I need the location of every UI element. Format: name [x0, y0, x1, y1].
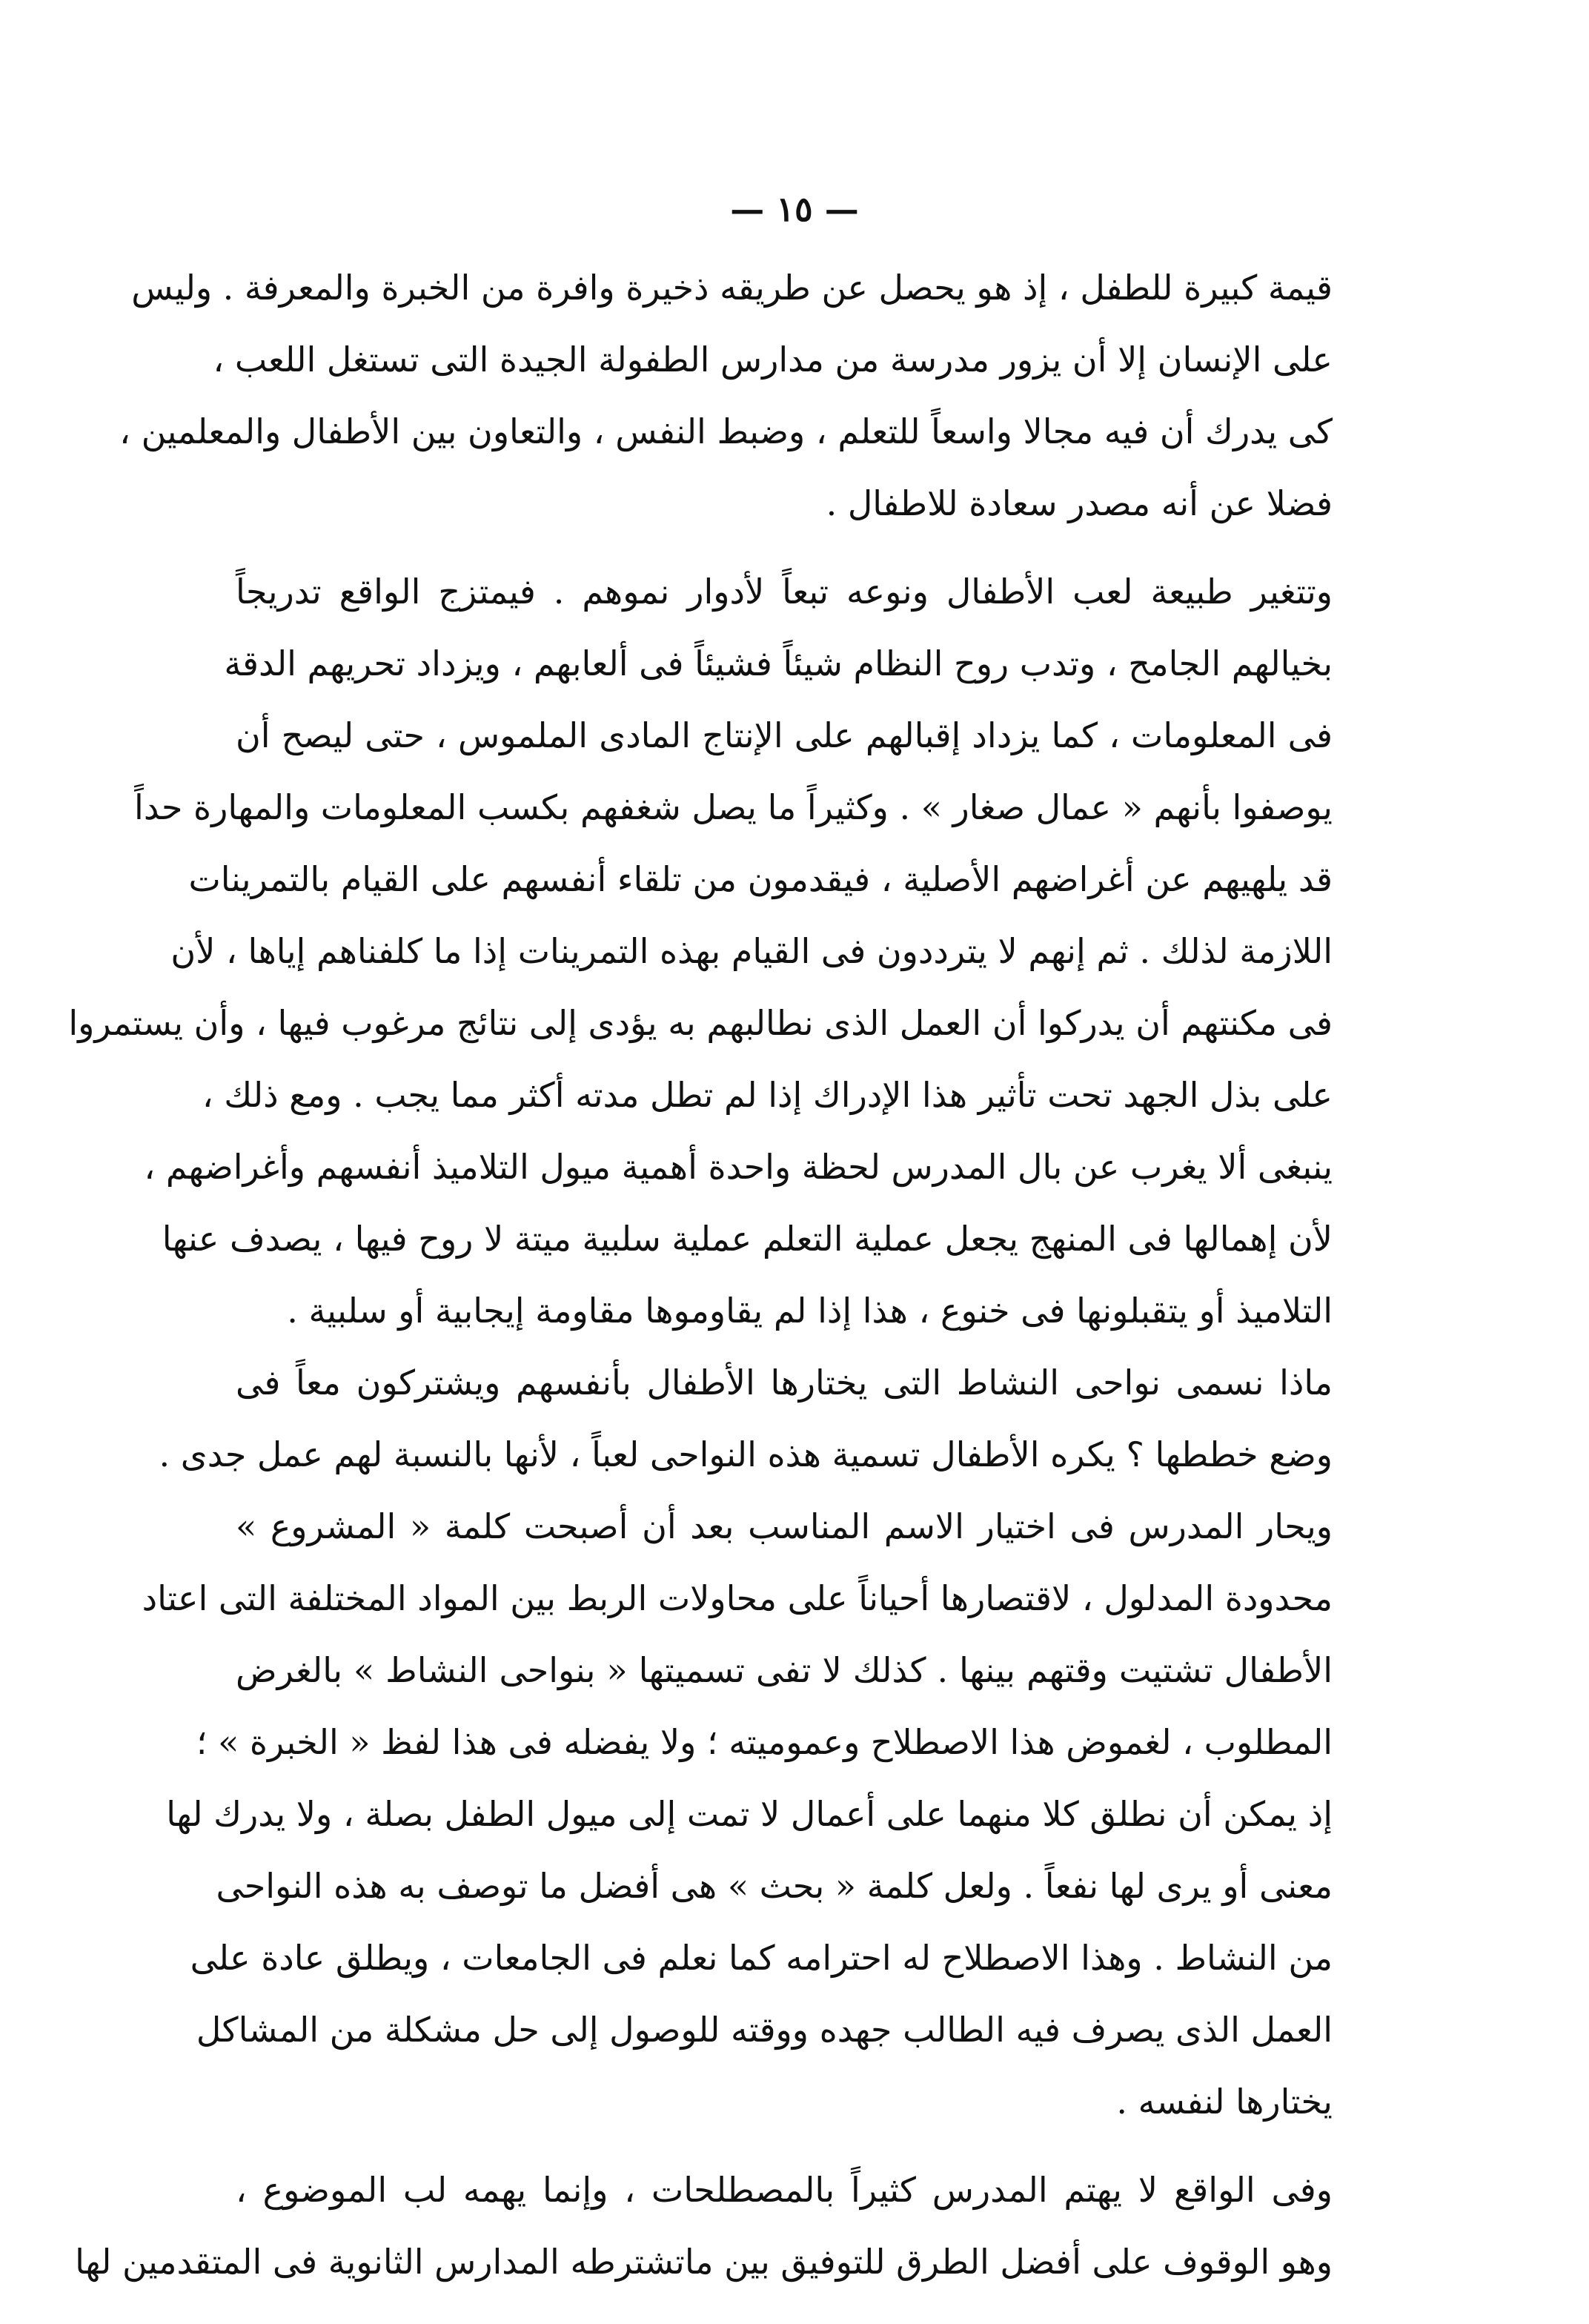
- text-line: من النشاط . وهذا الاصطلاح له احترامه كما نعلم فى الجامعات ، ويطلق عادة على: [190, 1938, 1333, 1978]
- text-line: فى المعلومات ، كما يزداد إقبالهم على الإنتاج المادى الملموس ، حتى ليصح أن: [236, 715, 1333, 755]
- text-line: معنى أو يرى لها نفعاً . ولعل كلمة « بحث » هى أفضل ما توصف به هذه النواحى: [216, 1866, 1333, 1906]
- text-line: ينبغى ألا يغرب عن بال المدرس لحظة واحدة أهمية ميول التلاميذ أنفسهم وأغراضهم ،: [144, 1147, 1333, 1187]
- text-line: فى مكنتهم أن يدركوا أن العمل الذى نطالبهم به يؤدى إلى نتائج مرغوب فيها ، وأن يستمروا: [68, 1003, 1333, 1043]
- text-line: كى يدرك أن فيه مجالا واسعاً للتعلم ، وضبط النفس ، والتعاون بين الأطفال والمعلمين ،: [119, 411, 1333, 451]
- text-line: وضع خططها ؟ يكره الأطفال تسمية هذه النواحى لعباً ، لأنها بالنسبة لهم عمل جدى .: [159, 1434, 1333, 1474]
- text-line: بخيالهم الجامح ، وتدب روح النظام شيئاً فشيئاً فى ألعابهم ، ويزداد تحريهم الدقة: [224, 643, 1333, 683]
- text-line: اللازمة لذلك . ثم إنهم لا يترددون فى القيام بهذه التمرينات إذا ما كلفناهم إياها ، لأن: [170, 931, 1333, 971]
- text-line: إذ يمكن أن نطلق كلا منهما على أعمال لا تمت إلى ميول الطفل بصلة ، ولا يدرك لها: [166, 1794, 1333, 1834]
- text-line: يوصفوا بأنهم « عمال صغار » . وكثيراً ما يصل شغفهم بكسب المعلومات والمهارة حداً: [134, 787, 1333, 827]
- text-line: وتتغير طبيعة لعب الأطفال ونوعه تبعاً لأدوار نموهم . فيمتزج الواقع تدريجاً: [236, 572, 1333, 612]
- text-line: الأطفال تشتيت وقتهم بينها . كذلك لا تفى تسميتها « بنواحى النشاط » بالغرض: [236, 1650, 1333, 1690]
- text-line: ماذا نسمى نواحى النشاط التى يختارها الأطفال بأنفسهم ويشتركون معاً فى: [236, 1363, 1333, 1403]
- text-line: يختارها لنفسه .: [1116, 2082, 1333, 2122]
- page-number: — ١٥ —: [730, 189, 859, 229]
- paragraph-gap: [236, 2138, 1333, 2154]
- text-line: على بذل الجهد تحت تأثير هذا الإدراك إذا لم تطل مدته أكثر مما يجب . ومع ذلك ،: [202, 1075, 1333, 1115]
- body-text: [68, 252, 1333, 2298]
- text-line: التلاميذ أو يتقبلونها فى خنوع ، هذا إذا لم يقاوموها مقاومة إيجابية أو سلبية .: [287, 1291, 1333, 1331]
- text-line: قد يلهيهم عن أغراضهم الأصلية ، فيقدمون من تلقاء أنفسهم على القيام بالتمرينات: [188, 859, 1333, 899]
- text-line: فضلا عن أنه مصدر سعادة للاطفال .: [826, 483, 1333, 523]
- text-line: المطلوب ، لغموض هذا الاصطلاح وعموميته ؛ ولا يفضله فى هذا لفظ « الخبرة » ؛: [196, 1722, 1333, 1762]
- paragraph-gap: [236, 540, 1333, 556]
- text-line: قيمة كبيرة للطفل ، إذ هو يحصل عن طريقه ذخيرة وافرة من الخبرة والمعرفة . وليس: [131, 268, 1333, 308]
- text-line: وفى الواقع لا يهتم المدرس كثيراً بالمصطلحات ، وإنما يهمه لب الموضوع ،: [236, 2170, 1333, 2210]
- text-line: على الإنسان إلا أن يزور مدرسة من مدارس الطفولة الجيدة التى تستغل اللعب ،: [213, 340, 1333, 380]
- text-line: العمل الذى يصرف فيه الطالب جهده ووقته للوصول إلى حل مشكلة من المشاكل: [196, 2010, 1333, 2050]
- text-line: وهو الوقوف على أفضل الطرق للتوفيق بين ماتشترطه المدارس الثانوية فى المتقدمين لها: [75, 2242, 1333, 2282]
- text-line: لأن إهمالها فى المنهج يجعل عملية التعلم عملية سلبية ميتة لا روح فيها ، يصدف عنها: [162, 1219, 1333, 1259]
- text-line: ويحار المدرس فى اختيار الاسم المناسب بعد أن أصبحت كلمة « المشروع »: [236, 1506, 1333, 1546]
- text-line: محدودة المدلول ، لاقتصارها أحياناً على محاولات الربط بين المواد المختلفة التى اعتاد: [142, 1578, 1333, 1618]
